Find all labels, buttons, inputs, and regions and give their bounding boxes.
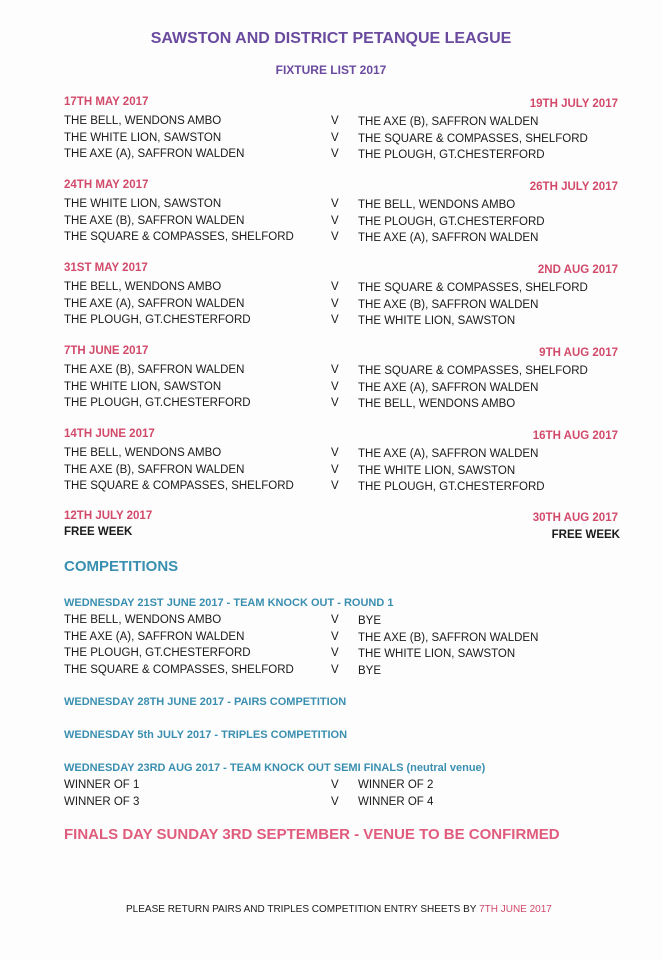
round1-home-team: THE AXE (A), SAFFRON WALDEN <box>64 630 245 643</box>
semi-finals-title: WEDNESDAY 23RD AUG 2017 - TEAM KNOCK OUT SEMI FINALS (neutral venue) <box>64 762 486 774</box>
round1-versus: V <box>331 647 339 660</box>
fixture-versus: V <box>331 231 339 244</box>
fixture-versus: V <box>331 148 339 161</box>
free-week-right-date: 30TH AUG 2017 <box>532 512 618 524</box>
fixture-right-date: 26TH JULY 2017 <box>529 181 618 193</box>
page-title: SAWSTON AND DISTRICT PETANQUE LEAGUE <box>150 30 512 47</box>
fixture-home-team: THE PLOUGH, GT.CHESTERFORD <box>64 397 251 410</box>
fixture-left-date: 31ST MAY 2017 <box>64 262 148 274</box>
fixture-home-team: THE BELL, WENDONS AMBO <box>64 447 222 459</box>
competitions-heading: COMPETITIONS <box>64 558 179 575</box>
fixture-right-date: 16TH AUG 2017 <box>532 430 618 442</box>
footer-text: PLEASE RETURN PAIRS AND TRIPLES COMPETITION ENTRY SHEETS BY <box>126 904 480 915</box>
fixture-away-team: THE WHITE LION, SAWSTON <box>358 315 516 328</box>
fixture-left-date: 24TH MAY 2017 <box>64 179 149 191</box>
free-week-right-label: FREE WEEK <box>551 529 620 541</box>
round1-home-team: THE BELL, WENDONS AMBO <box>64 614 222 626</box>
fixture-away-team: THE AXE (B), SAFFRON WALDEN <box>358 116 539 128</box>
fixture-home-team: THE SQUARE & COMPASSES, SHELFORD <box>64 231 294 244</box>
fixture-home-team: THE WHITE LION, SAWSTON <box>64 131 222 144</box>
fixture-versus: V <box>331 297 339 310</box>
fixture-away-team: THE SQUARE & COMPASSES, SHELFORD <box>358 132 588 145</box>
fixture-home-team: THE AXE (B), SAFFRON WALDEN <box>64 364 245 376</box>
fixture-versus: V <box>331 198 339 210</box>
page-subtitle: FIXTURE LIST 2017 <box>275 63 387 77</box>
fixture-home-team: THE WHITE LION, SAWSTON <box>64 198 222 210</box>
round1-versus: V <box>331 664 339 677</box>
fixture-left-date: 14TH JUNE 2017 <box>64 428 155 440</box>
round1-away-team: BYE <box>358 665 382 678</box>
fixture-away-team: THE AXE (A), SAFFRON WALDEN <box>358 232 539 245</box>
fixture-away-team: THE WHITE LION, SAWSTON <box>358 464 516 477</box>
finals-day: FINALS DAY SUNDAY 3RD SEPTEMBER - VENUE TO BE CONFIRMED <box>64 826 560 843</box>
pairs-competition: WEDNESDAY 28TH JUNE 2017 - PAIRS COMPETITION <box>64 696 347 708</box>
fixture-right-date: 19TH JULY 2017 <box>529 98 618 110</box>
footer-note <box>126 904 552 915</box>
free-week-left-label: FREE WEEK <box>64 526 133 538</box>
fixture-home-team: THE AXE (B), SAFFRON WALDEN <box>64 214 245 227</box>
fixture-home-team: THE AXE (A), SAFFRON WALDEN <box>64 297 245 310</box>
round1-away-team: THE WHITE LION, SAWSTON <box>358 648 516 661</box>
fixture-versus: V <box>331 463 339 476</box>
fixture-home-team: THE BELL, WENDONS AMBO <box>64 281 222 293</box>
fixture-left-date: 17TH MAY 2017 <box>64 96 149 108</box>
fixture-home-team: THE AXE (A), SAFFRON WALDEN <box>64 148 245 161</box>
fixture-versus: V <box>331 397 339 410</box>
free-week-left-date: 12TH JULY 2017 <box>64 510 153 522</box>
fixture-home-team: THE PLOUGH, GT.CHESTERFORD <box>64 314 251 327</box>
fixture-away-team: THE BELL, WENDONS AMBO <box>358 199 516 211</box>
fixture-away-team: THE SQUARE & COMPASSES, SHELFORD <box>358 365 588 377</box>
semi-home: WINNER OF 1 <box>64 779 140 791</box>
triples-competition: WEDNESDAY 5th JULY 2017 - TRIPLES COMPETITION <box>64 729 348 741</box>
fixture-away-team: THE SQUARE & COMPASSES, SHELFORD <box>358 282 588 294</box>
round1-versus: V <box>331 630 339 643</box>
round1-title: WEDNESDAY 21ST JUNE 2017 - TEAM KNOCK OUT - ROUND 1 <box>64 597 394 609</box>
fixture-right-date: 2ND AUG 2017 <box>537 264 618 276</box>
semi-home: WINNER OF 3 <box>64 795 140 808</box>
round1-home-team: THE SQUARE & COMPASSES, SHELFORD <box>64 664 294 677</box>
fixture-left-date: 7TH JUNE 2017 <box>64 345 149 357</box>
round1-home-team: THE PLOUGH, GT.CHESTERFORD <box>64 647 251 660</box>
round1-away-team: THE AXE (B), SAFFRON WALDEN <box>358 631 539 644</box>
semi-away: WINNER OF 2 <box>358 779 434 791</box>
fixture-versus: V <box>331 364 339 376</box>
semi-away: WINNER OF 4 <box>358 795 434 808</box>
fixture-home-team: THE BELL, WENDONS AMBO <box>64 115 222 127</box>
fixture-away-team: THE PLOUGH, GT.CHESTERFORD <box>358 481 545 494</box>
fixture-away-team: THE PLOUGH, GT.CHESTERFORD <box>358 215 545 228</box>
footer-deadline: 7TH JUNE 2017 <box>479 904 552 915</box>
fixture-versus: V <box>331 447 339 459</box>
fixture-home-team: THE AXE (B), SAFFRON WALDEN <box>64 463 245 476</box>
round1-away-team: BYE <box>358 615 382 627</box>
fixture-away-team: THE PLOUGH, GT.CHESTERFORD <box>358 149 545 162</box>
fixture-versus: V <box>331 314 339 327</box>
fixture-versus: V <box>331 115 339 127</box>
fixture-away-team: THE AXE (A), SAFFRON WALDEN <box>358 381 539 394</box>
semi-versus: V <box>331 779 339 791</box>
fixture-home-team: THE WHITE LION, SAWSTON <box>64 380 222 393</box>
fixture-versus: V <box>331 214 339 227</box>
round1-versus: V <box>331 614 339 626</box>
fixture-right-date: 9TH AUG 2017 <box>539 347 618 359</box>
fixture-away-team: THE AXE (B), SAFFRON WALDEN <box>358 298 539 311</box>
fixture-away-team: THE BELL, WENDONS AMBO <box>358 398 516 411</box>
fixture-versus: V <box>331 380 339 393</box>
fixture-versus: V <box>331 131 339 144</box>
fixture-away-team: THE AXE (A), SAFFRON WALDEN <box>358 448 539 460</box>
semi-versus: V <box>331 795 339 808</box>
fixture-versus: V <box>331 480 339 493</box>
fixture-home-team: THE SQUARE & COMPASSES, SHELFORD <box>64 480 294 493</box>
fixture-versus: V <box>331 281 339 293</box>
